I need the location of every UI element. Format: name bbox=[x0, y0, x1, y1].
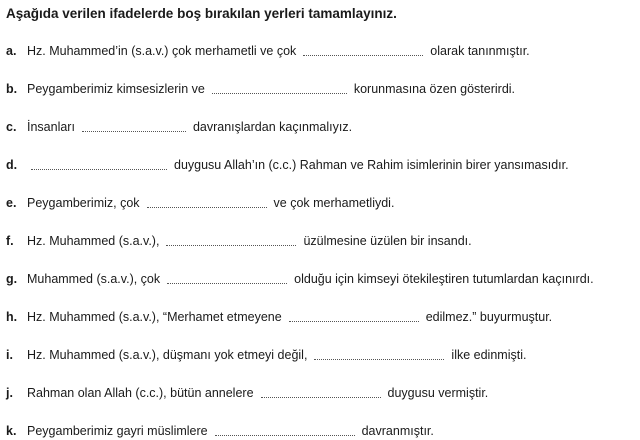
question-text-before: İnsanları bbox=[27, 120, 75, 134]
question-text-after: üzülmesine üzülen bir insandı. bbox=[303, 234, 472, 248]
question-letter: i. bbox=[6, 348, 13, 362]
question-text-before: Hz. Muhammed (s.a.v.), düşmanı yok etmeyi değil, bbox=[27, 348, 308, 362]
question-text-after: ilke edinmişti. bbox=[451, 348, 527, 362]
question-text-before: Rahman olan Allah (c.c.), bütün annelere bbox=[27, 386, 254, 400]
question-text-before: Peygamberimiz kimsesizlerin ve bbox=[27, 82, 205, 96]
answer-blank[interactable] bbox=[167, 271, 287, 284]
answer-blank[interactable] bbox=[31, 157, 167, 170]
answer-blank[interactable] bbox=[303, 43, 423, 56]
question-letter: g. bbox=[6, 272, 18, 286]
question-f bbox=[6, 228, 638, 248]
question-text-after: duygusu vermiştir. bbox=[387, 386, 489, 400]
question-text-before: Hz. Muhammed’in (s.a.v.) çok merhametli ve çok bbox=[27, 44, 297, 58]
question-text-after: olarak tanınmıştır. bbox=[430, 44, 530, 58]
question-c bbox=[6, 114, 638, 134]
question-letter: h. bbox=[6, 310, 18, 324]
question-letter: f. bbox=[6, 234, 14, 248]
question-text-after: edilmez.” buyurmuştur. bbox=[425, 310, 553, 324]
question-letter: b. bbox=[6, 82, 18, 96]
question-i bbox=[6, 342, 638, 362]
question-b bbox=[6, 76, 638, 96]
question-letter: a. bbox=[6, 44, 17, 58]
question-text-before: Muhammed (s.a.v.), çok bbox=[27, 272, 161, 286]
question-text-before: Hz. Muhammed (s.a.v.), bbox=[27, 234, 160, 248]
question-text-after: ve çok merhametliydi. bbox=[273, 196, 395, 210]
question-letter: e. bbox=[6, 196, 17, 210]
answer-blank[interactable] bbox=[314, 347, 444, 360]
question-letter: k. bbox=[6, 424, 17, 438]
answer-blank[interactable] bbox=[215, 423, 355, 436]
answer-blank[interactable] bbox=[289, 309, 419, 322]
question-text-after: korunmasına özen gösterirdi. bbox=[353, 82, 516, 96]
question-j bbox=[6, 380, 638, 400]
question-text-after: davranışlardan kaçınmalıyız. bbox=[192, 120, 353, 134]
answer-blank[interactable] bbox=[166, 233, 296, 246]
question-text-before: Hz. Muhammed (s.a.v.), “Merhamet etmeyene bbox=[27, 310, 282, 324]
answer-blank[interactable] bbox=[147, 195, 267, 208]
question-g bbox=[6, 266, 638, 286]
worksheet-title: Aşağıda verilen ifadelerde boş bırakılan yerleri tamamlayınız. bbox=[6, 6, 397, 21]
question-letter: d. bbox=[6, 158, 18, 172]
answer-blank[interactable] bbox=[212, 81, 347, 94]
question-d bbox=[6, 152, 638, 172]
question-text-before: Peygamberimiz gayri müslimlere bbox=[27, 424, 208, 438]
question-letter: j. bbox=[6, 386, 13, 400]
answer-blank[interactable] bbox=[261, 385, 381, 398]
question-letter: c. bbox=[6, 120, 17, 134]
question-h bbox=[6, 304, 638, 324]
answer-blank[interactable] bbox=[82, 119, 186, 132]
question-text-before: Peygamberimiz, çok bbox=[27, 196, 140, 210]
question-text-after: olduğu için kimseyi ötekileştiren tutumlardan kaçınırdı. bbox=[294, 272, 594, 286]
question-text-after: davranmıştır. bbox=[361, 424, 434, 438]
question-text-after: duygusu Allah’ın (c.c.) Rahman ve Rahim isimlerinin birer yansımasıdır. bbox=[174, 158, 569, 172]
question-e bbox=[6, 190, 638, 210]
question-k bbox=[6, 418, 638, 438]
question-a bbox=[6, 38, 638, 58]
